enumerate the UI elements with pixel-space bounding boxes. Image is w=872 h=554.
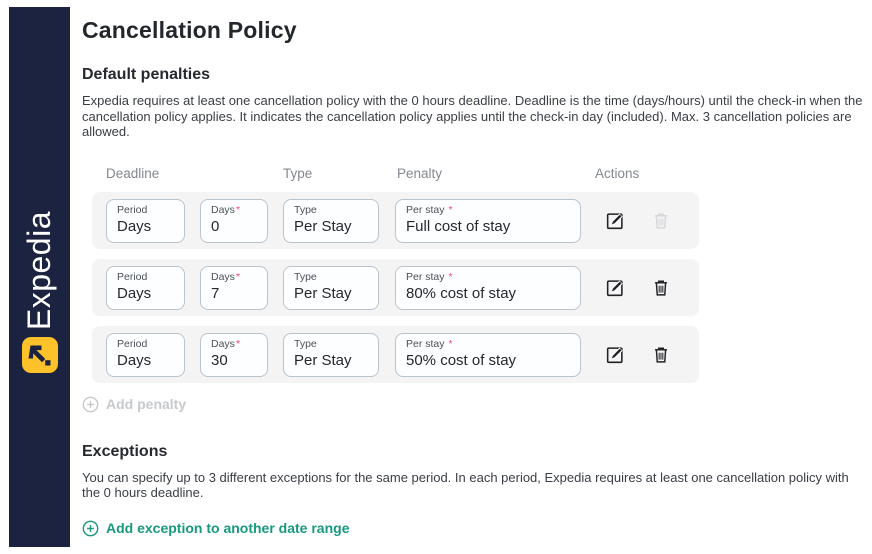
penalty-select[interactable] xyxy=(395,266,581,310)
required-asterisk: * xyxy=(448,337,453,350)
type-field-label: Type xyxy=(294,203,317,216)
penalty-row xyxy=(92,326,699,383)
penalty-row xyxy=(92,259,699,316)
type-field-label: Type xyxy=(294,337,317,350)
delete-penalty-button[interactable] xyxy=(650,210,672,232)
days-field-value: 7 xyxy=(211,284,220,302)
penalty-select[interactable] xyxy=(395,333,581,377)
period-select[interactable] xyxy=(106,266,185,310)
add-penalty-button[interactable] xyxy=(82,396,186,413)
add-penalty-label: Add penalty xyxy=(106,396,187,412)
delete-penalty-button[interactable] xyxy=(650,277,672,299)
delete-penalty-button[interactable] xyxy=(650,344,672,366)
add-exception-label: Add exception to another date range xyxy=(106,520,350,536)
column-header-actions: Actions xyxy=(595,165,640,181)
required-asterisk: * xyxy=(448,270,453,283)
period-field-value: Days xyxy=(117,351,152,369)
type-field-label: Type xyxy=(294,270,317,283)
type-select[interactable] xyxy=(283,333,379,377)
penalty-field-value: 80% cost of stay xyxy=(406,284,517,302)
penalty-field-value: 50% cost of stay xyxy=(406,351,517,369)
type-field-value: Per Stay xyxy=(294,284,352,302)
edit-penalty-button[interactable] xyxy=(604,277,626,299)
column-header-type: Type xyxy=(283,165,313,181)
edit-pencil-square-icon xyxy=(604,344,626,366)
trash-icon xyxy=(650,344,672,366)
days-field-label: Days* xyxy=(211,203,241,216)
days-input[interactable] xyxy=(200,266,268,310)
exceptions-description: You can specify up to 3 different exceptions for the same period. In each period, Expedia requires at least one cancellation policy with the 0 hours deadline. xyxy=(82,469,849,500)
edit-pencil-square-icon xyxy=(604,277,626,299)
penalty-field-label: Per stay * xyxy=(406,270,453,283)
type-field-value: Per Stay xyxy=(294,351,352,369)
period-field-label: Period xyxy=(117,270,148,283)
penalties-table-header xyxy=(82,166,868,182)
penalty-field-label: Per stay * xyxy=(406,337,453,350)
period-field-value: Days xyxy=(117,217,152,235)
default-penalties-heading: Default penalties xyxy=(82,66,211,83)
period-field-label: Period xyxy=(117,337,148,350)
plus-circle-icon xyxy=(82,520,99,537)
column-header-penalty: Penalty xyxy=(397,165,443,181)
period-field-value: Days xyxy=(117,284,152,302)
days-input[interactable] xyxy=(200,333,268,377)
plus-circle-icon xyxy=(82,396,99,413)
type-select[interactable] xyxy=(283,199,379,243)
edit-penalty-button[interactable] xyxy=(604,210,626,232)
column-header-deadline: Deadline xyxy=(106,165,160,181)
penalties-table-body xyxy=(82,192,868,383)
penalty-row xyxy=(92,192,699,249)
page-title: Cancellation Policy xyxy=(82,17,297,43)
required-asterisk: * xyxy=(235,270,241,283)
required-asterisk: * xyxy=(235,337,241,350)
trash-icon xyxy=(650,277,672,299)
days-field-label: Days* xyxy=(211,337,241,350)
edit-pencil-square-icon xyxy=(604,210,626,232)
type-field-value: Per Stay xyxy=(294,217,352,235)
main-content xyxy=(82,0,868,537)
period-select[interactable] xyxy=(106,333,185,377)
required-asterisk: * xyxy=(448,203,453,216)
penalty-field-label: Per stay * xyxy=(406,203,453,216)
days-field-label: Days* xyxy=(211,270,241,283)
required-asterisk: * xyxy=(235,203,241,216)
expedia-logo-icon xyxy=(22,337,58,373)
trash-icon xyxy=(650,210,672,232)
default-penalties-description: Expedia requires at least one cancellation policy with the 0 hours deadline. Deadline is the time (days/hours) until the check-in when the cancellation policy applies. It indicates the cancellation policy applies until the check-in day (included). Max. 3 cancellation policies are allowed. xyxy=(82,93,863,139)
days-field-value: 0 xyxy=(211,217,220,235)
period-select[interactable] xyxy=(106,199,185,243)
exceptions-heading: Exceptions xyxy=(82,442,168,460)
penalty-field-value: Full cost of stay xyxy=(406,217,511,235)
sidebar xyxy=(9,7,70,547)
add-exception-button[interactable] xyxy=(82,520,349,537)
days-input[interactable] xyxy=(200,199,268,243)
days-field-value: 30 xyxy=(211,351,228,369)
penalty-select[interactable] xyxy=(395,199,581,243)
edit-penalty-button[interactable] xyxy=(604,344,626,366)
brand-wordmark: Expedia xyxy=(21,210,57,330)
type-select[interactable] xyxy=(283,266,379,310)
period-field-label: Period xyxy=(117,203,148,216)
